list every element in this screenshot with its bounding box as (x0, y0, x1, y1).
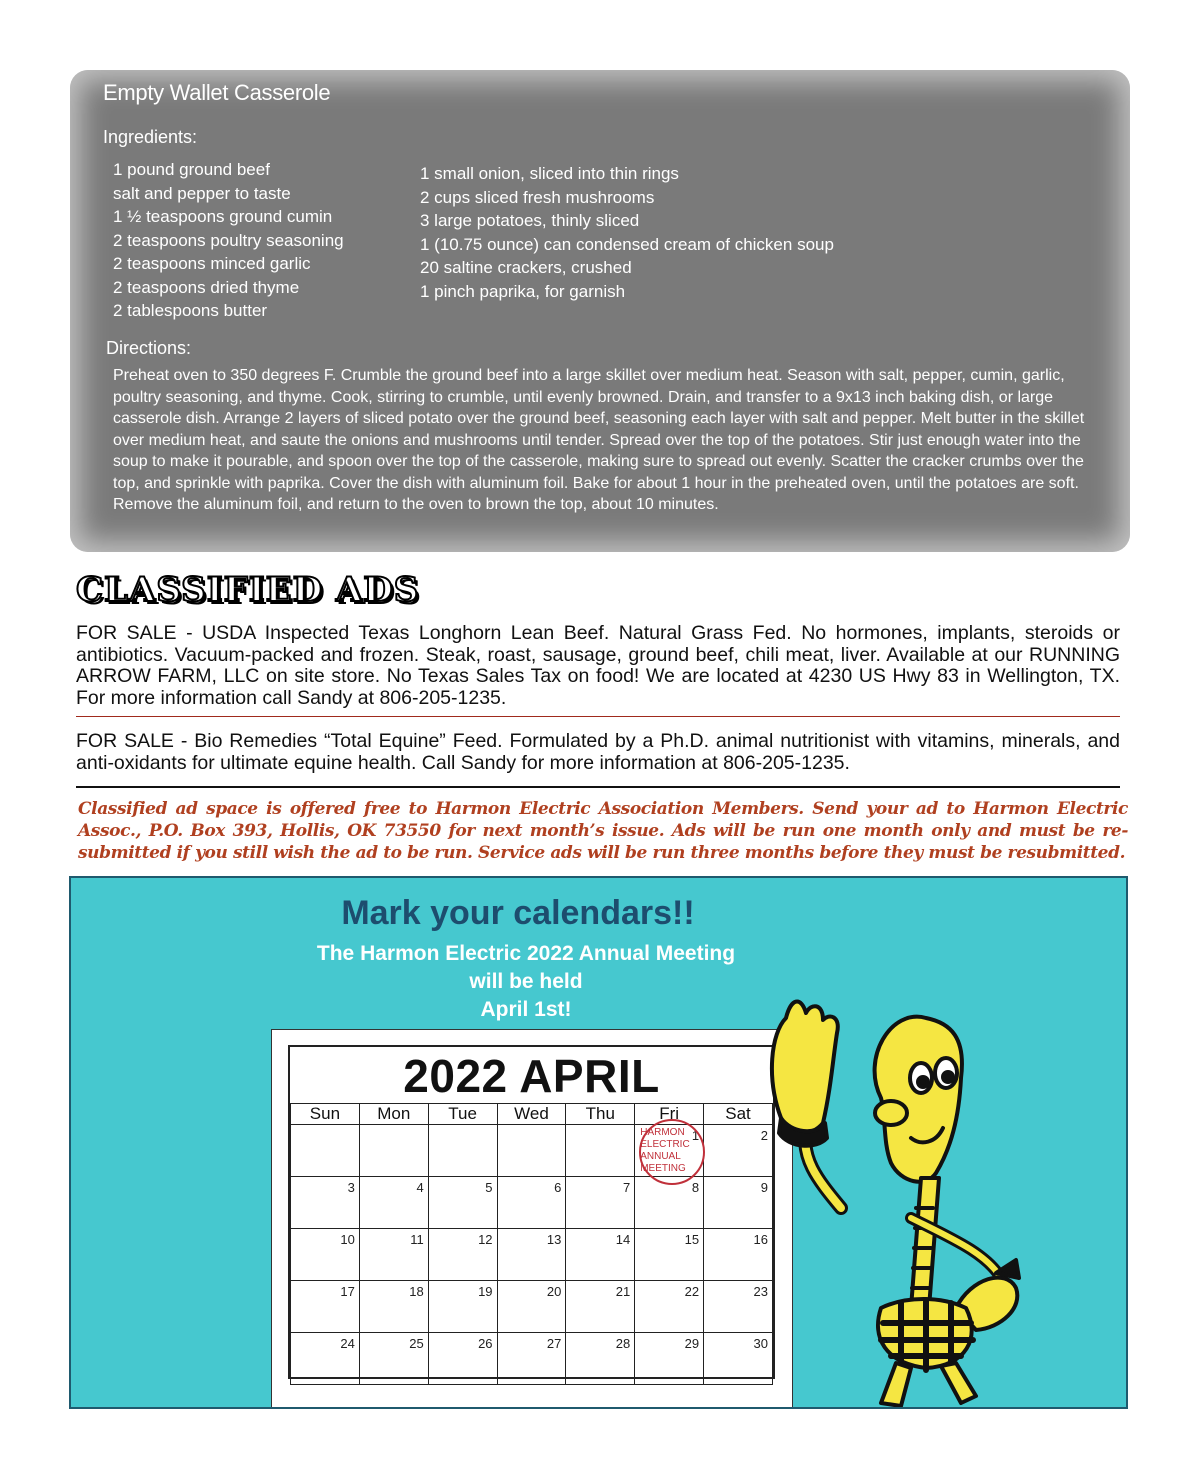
weekday-header: Fri (635, 1104, 704, 1125)
classified-ad-equine-feed: FOR SALE - Bio Remedies “Total Equine” Feed. Formulated by a Ph.D. animal nutritionist with vitamins, minerals, and anti-oxidants for ultimate equine health. Call Sandy for more information at 806-205-1235. (76, 730, 1120, 774)
weekday-header: Tue (428, 1104, 497, 1125)
announcement-line: will be held (469, 970, 583, 993)
classified-ads-title: CLASSIFIED ADS (76, 570, 420, 610)
ingredient-item: 2 tablespoons butter (113, 301, 268, 320)
calendar-day: 4 (359, 1177, 428, 1229)
ingredient-item: 1 pinch paprika, for garnish (420, 281, 626, 301)
meeting-note-line: MEETING (640, 1163, 686, 1174)
weekday-header: Mon (359, 1104, 428, 1125)
calendar-day: 27 (497, 1333, 566, 1385)
calendar-day: 10 (291, 1229, 360, 1281)
calendar-day-meeting (635, 1125, 704, 1177)
classified-ad-beef: FOR SALE - USDA Inspected Texas Longhorn Lean Beef. Natural Grass Fed. No hormones, implants, steroids or antibiotics. Vacuum-packed and frozen. Steak, roast, sausage, ground beef, chili meat, liver. Available at our RUNNING ARROW FARM, LLC on site store. No Texas Sales Tax on food! We are located at 4230 US Hwy 83 in Wellington, TX. For more information call Sandy at 806-205-1235. (76, 622, 1120, 709)
calendar-day: 13 (497, 1229, 566, 1281)
weekday-header: Thu (566, 1104, 635, 1125)
ingredient-item: 20 saltine crackers, crushed (420, 258, 632, 277)
calendar-day: 29 (635, 1333, 704, 1385)
calendar-day: 17 (291, 1281, 360, 1333)
calendar-day: 3 (291, 1177, 360, 1229)
calendar-day: 12 (428, 1229, 497, 1281)
ingredients-list-right (420, 162, 834, 303)
announcement-line: The Harmon Electric 2022 Annual Meeting (316, 942, 736, 965)
recipe-title: Empty Wallet Casserole (103, 80, 331, 105)
ingredient-item: 1 (10.75 ounce) can condensed cream of chicken soup (420, 234, 834, 254)
calendar-day: 20 (497, 1281, 566, 1333)
calendar-day: 22 (635, 1281, 704, 1333)
calendar-day: 24 (291, 1333, 360, 1385)
divider (76, 716, 1120, 717)
calendar-day: 18 (359, 1281, 428, 1333)
directions-heading: Directions: (106, 338, 192, 358)
calendar-day: 25 (359, 1333, 428, 1385)
recipe-box (70, 70, 1130, 552)
calendar-day: 14 (566, 1229, 635, 1281)
calendar-day (359, 1125, 428, 1177)
ingredient-item: 3 large potatoes, thinly sliced (420, 211, 640, 230)
ingredient-item: 2 teaspoons dried thyme (113, 277, 300, 297)
meeting-note-line: HARMON (640, 1127, 685, 1138)
ingredient-item: 1 ½ teaspoons ground cumin (113, 207, 333, 226)
calendar-day: 26 (428, 1333, 497, 1385)
calendar-day: 23 (704, 1281, 773, 1333)
ingredient-item: 2 cups sliced fresh mushrooms (420, 187, 655, 207)
calendar-day: 16 (704, 1229, 773, 1281)
calendar-day: 30 (704, 1333, 773, 1385)
ingredient-item: 2 teaspoons poultry seasoning (113, 230, 344, 250)
weekday-header: Sat (704, 1104, 773, 1125)
ingredient-item: 2 teaspoons minced garlic (113, 254, 311, 273)
calendar-grid (290, 1103, 773, 1385)
weekday-header: Wed (497, 1104, 566, 1125)
weekday-header: Sun (291, 1104, 360, 1125)
meeting-note-line: ANNUAL (640, 1151, 681, 1162)
day-number: 1 (691, 1128, 700, 1143)
calendar-card (271, 1029, 793, 1409)
announcement-line: April 1st! (480, 998, 572, 1021)
calendar-day: 9 (704, 1177, 773, 1229)
ingredient-item: salt and pepper to taste (113, 183, 291, 203)
ingredients-list-left (113, 158, 344, 323)
calendar-day: 15 (635, 1229, 704, 1281)
mascot-illustration (761, 978, 1021, 1408)
divider (76, 786, 1120, 788)
calendar-day (497, 1125, 566, 1177)
meeting-note (640, 1127, 689, 1175)
calendar-day: 28 (566, 1333, 635, 1385)
directions-text: Preheat oven to 350 degrees F. Crumble the ground beef into a large skillet over medium heat. Season with salt, pepper, cumin, garlic, poultry seasoning, and thyme. Cook, stirring to crumble, until evenly browned. Drain, and transfer to a 9x13 inch baking dish, or large casserole dish. Arrange 2 layers of sliced potato over the ground beef, seasoning each layer with salt and pepper. Melt butter in the skillet over medium heat, and saute the onions and mushrooms until tender. Spread over the top of the potatoes. Stir just enough water into the soup to make it pourable, and spoon over the top of the casserole, making sure to spread out evenly. Scatter the cracker crumbs over the top, and sprinkle with paprika. Cover the dish with aluminum foil. Bake for about 1 hour in the preheated oven, until the potatoes are soft. Remove the aluminum foil, and return to the oven to brown the top, about 10 minutes. (113, 367, 1085, 513)
calendar-day: 7 (566, 1177, 635, 1229)
calendar-day: 19 (428, 1281, 497, 1333)
meeting-note-line: ELECTRIC (640, 1139, 690, 1150)
calendar-day: 2 (704, 1125, 773, 1177)
ingredient-item: 1 small onion, sliced into thin rings (420, 164, 679, 183)
calendar (288, 1045, 775, 1379)
annual-meeting-panel (69, 876, 1128, 1409)
classified-notice: Classified ad space is offered free to Harmon Electric Association Members. Send your ad to Harmon Electric Assoc., P.O. Box 393, Hollis, OK 73550 for next month’s issue. Ads will be run one month only and must be re-submitted if you still wish the ad to be run. Service ads will be run three months before they must be resubmitted. (78, 799, 1128, 863)
calendar-day: 21 (566, 1281, 635, 1333)
calendar-day (428, 1125, 497, 1177)
ingredient-item: 1 pound ground beef (113, 160, 270, 179)
calendar-day: 5 (428, 1177, 497, 1229)
calendar-day (291, 1125, 360, 1177)
calendar-day (566, 1125, 635, 1177)
calendar-heading: 2022 APRIL (403, 1050, 660, 1102)
ingredients-heading: Ingredients: (103, 127, 198, 147)
announcement-title: Mark your calendars!! (341, 894, 695, 932)
calendar-day: 8 (635, 1177, 704, 1229)
calendar-day: 6 (497, 1177, 566, 1229)
calendar-day: 11 (359, 1229, 428, 1281)
